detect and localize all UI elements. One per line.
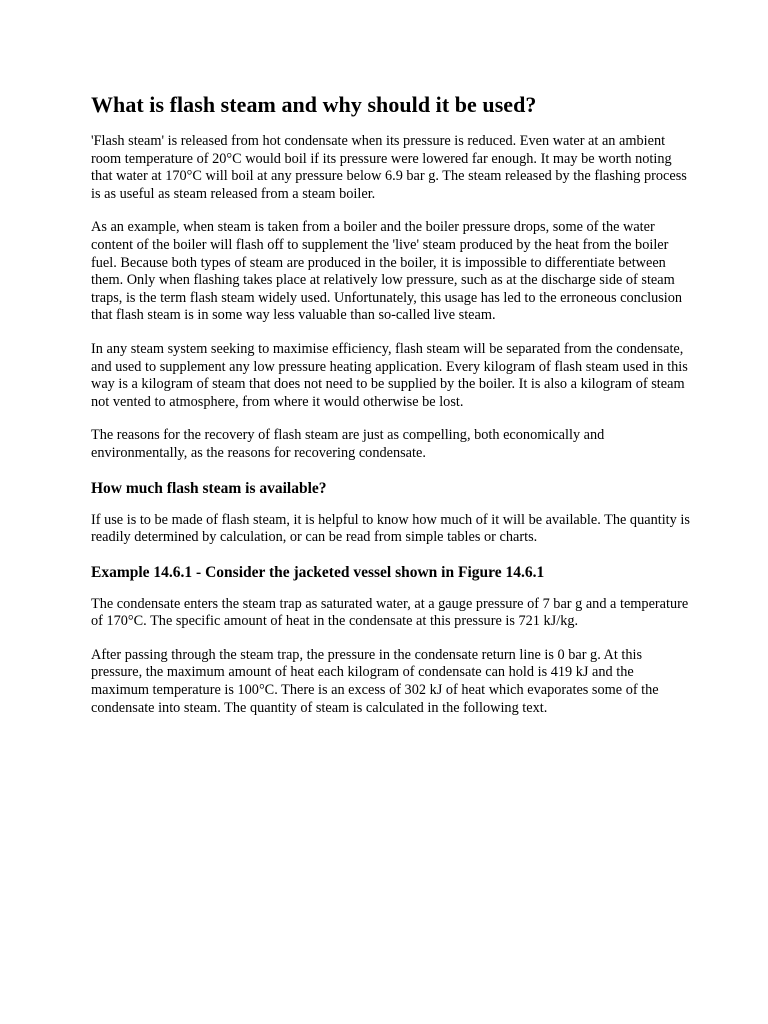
paragraph-availability: If use is to be made of flash steam, it is helpful to know how much of it will be available. The quantity is readily determined by calculation, or can be read from simple tables or charts. (91, 511, 690, 546)
document-page (91, 92, 691, 733)
paragraph-flash-steam-definition: 'Flash steam' is released from hot condensate when its pressure is reduced. Even water at an ambient room temperature of 20°C would boil if its pressure were lowered far enough. It may be worth noting that water at 170°C will boil at any pressure below 6.9 bar g. The steam released by the flashing process is as useful as steam released from a steam boiler. (91, 133, 687, 202)
paragraph-condensate-enters: The condensate enters the steam trap as saturated water, at a gauge pressure of 7 bar g and a temperature of 170°C. The specific amount of heat in the condensate at this pressure is 721 kJ/kg. (91, 595, 689, 630)
section-heading-example: Example 14.6.1 - Consider the jacketed vessel shown in Figure 14.6.1 (91, 563, 545, 581)
paragraph-recovery-reasons: The reasons for the recovery of flash steam are just as compelling, both economically and environmentally, as the reasons for recovering condensate. (91, 427, 605, 461)
section-heading-availability: How much flash steam is available? (91, 479, 327, 497)
page-title: What is flash steam and why should it be used? (91, 92, 537, 117)
paragraph-efficiency: In any steam system seeking to maximise efficiency, flash steam will be separated from the condensate, and used to supplement any low pressure heating application. Every kilogram of flash steam used in this way is a kilogram of steam that does not need to be supplied by the boiler. It is also a kilogram of steam not vented to atmosphere, from where it would otherwise be lost. (91, 340, 688, 410)
paragraph-boiler-example: As an example, when steam is taken from a boiler and the boiler pressure drops, some of the water content of the boiler will flash off to supplement the 'live' steam produced by the heat from the boiler fuel. Because both types of steam are produced in the boiler, it is impossible to differentiate between them. Only when flashing takes place at relatively low pressure, such as at the discharge side of steam traps, is the term flash steam widely used. Unfortunately, this usage has led to the erroneous conclusion that flash steam is in some way less valuable than so-called live steam. (91, 219, 683, 324)
paragraph-after-trap: After passing through the steam trap, the pressure in the condensate return line is 0 bar g. At this pressure, the maximum amount of heat each kilogram of condensate can hold is 419 kJ and the maximum temperature is 100°C. There is an excess of 302 kJ of heat which evaporates some of the condensate into steam. The quantity of steam is calculated in the following text. (91, 646, 659, 716)
